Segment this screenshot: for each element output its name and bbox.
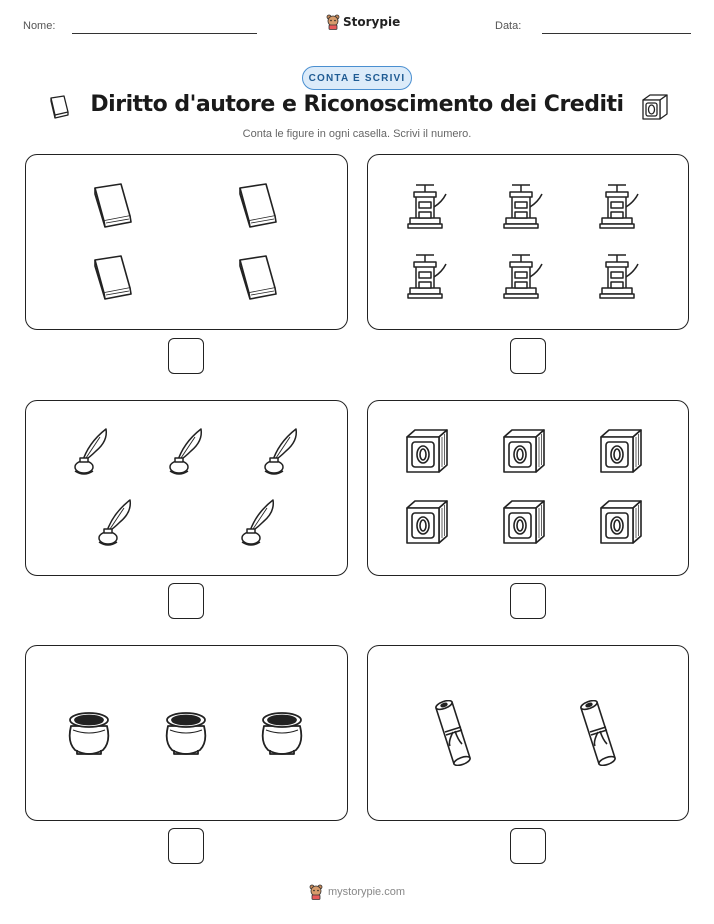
book-icon <box>233 180 281 232</box>
letter-o-block-icon <box>640 92 670 122</box>
date-line[interactable] <box>542 33 691 34</box>
quill-inkwell-icon <box>163 425 211 477</box>
scroll-icon <box>428 700 476 766</box>
printing-press-icon <box>500 250 548 302</box>
bear-mascot-icon <box>326 14 340 30</box>
letter-o-block-icon <box>500 425 548 477</box>
printing-press-icon <box>596 250 644 302</box>
letter-o-block-icon <box>500 496 548 548</box>
brand-name: Storypie <box>343 15 401 29</box>
printing-press-icon <box>596 180 644 232</box>
activity-badge: CONTA E SCRIVI <box>302 66 412 90</box>
ink-pot-icon <box>162 706 210 758</box>
count-panel-scrolls <box>367 645 689 821</box>
answer-box-quills[interactable] <box>168 583 204 619</box>
quill-inkwell-icon <box>258 425 306 477</box>
book-icon <box>88 252 136 304</box>
page-title: Diritto d'autore e Riconoscimento dei Crediti <box>90 92 624 117</box>
letter-o-block-icon <box>403 425 451 477</box>
ink-pot-icon <box>65 706 113 758</box>
footer <box>0 884 714 900</box>
printing-press-icon <box>404 250 452 302</box>
quill-inkwell-icon <box>92 496 140 548</box>
letter-o-block-icon <box>403 496 451 548</box>
printing-press-icon <box>404 180 452 232</box>
book-icon <box>46 94 72 120</box>
scroll-icon <box>573 700 621 766</box>
book-icon <box>233 252 281 304</box>
quill-inkwell-icon <box>235 496 283 548</box>
footer-url[interactable]: mystorypie.com <box>327 886 406 898</box>
ink-pot-icon <box>258 706 306 758</box>
letter-o-block-icon <box>597 496 645 548</box>
date-label: Data: <box>495 20 522 32</box>
name-line[interactable] <box>72 33 257 34</box>
letter-o-block-icon <box>597 425 645 477</box>
answer-box-books[interactable] <box>168 338 204 374</box>
instructions: Conta le figure in ogni casella. Scrivi il numero. <box>242 128 472 140</box>
answer-box-scrolls[interactable] <box>510 828 546 864</box>
bear-mascot-icon <box>309 884 323 900</box>
answer-box-presses[interactable] <box>510 338 546 374</box>
book-icon <box>88 180 136 232</box>
brand-logo <box>326 14 400 30</box>
answer-box-blocks[interactable] <box>510 583 546 619</box>
quill-inkwell-icon <box>68 425 116 477</box>
count-panel-books <box>25 154 348 330</box>
printing-press-icon <box>500 180 548 232</box>
name-label: Nome: <box>23 20 56 32</box>
answer-box-inkpots[interactable] <box>168 828 204 864</box>
